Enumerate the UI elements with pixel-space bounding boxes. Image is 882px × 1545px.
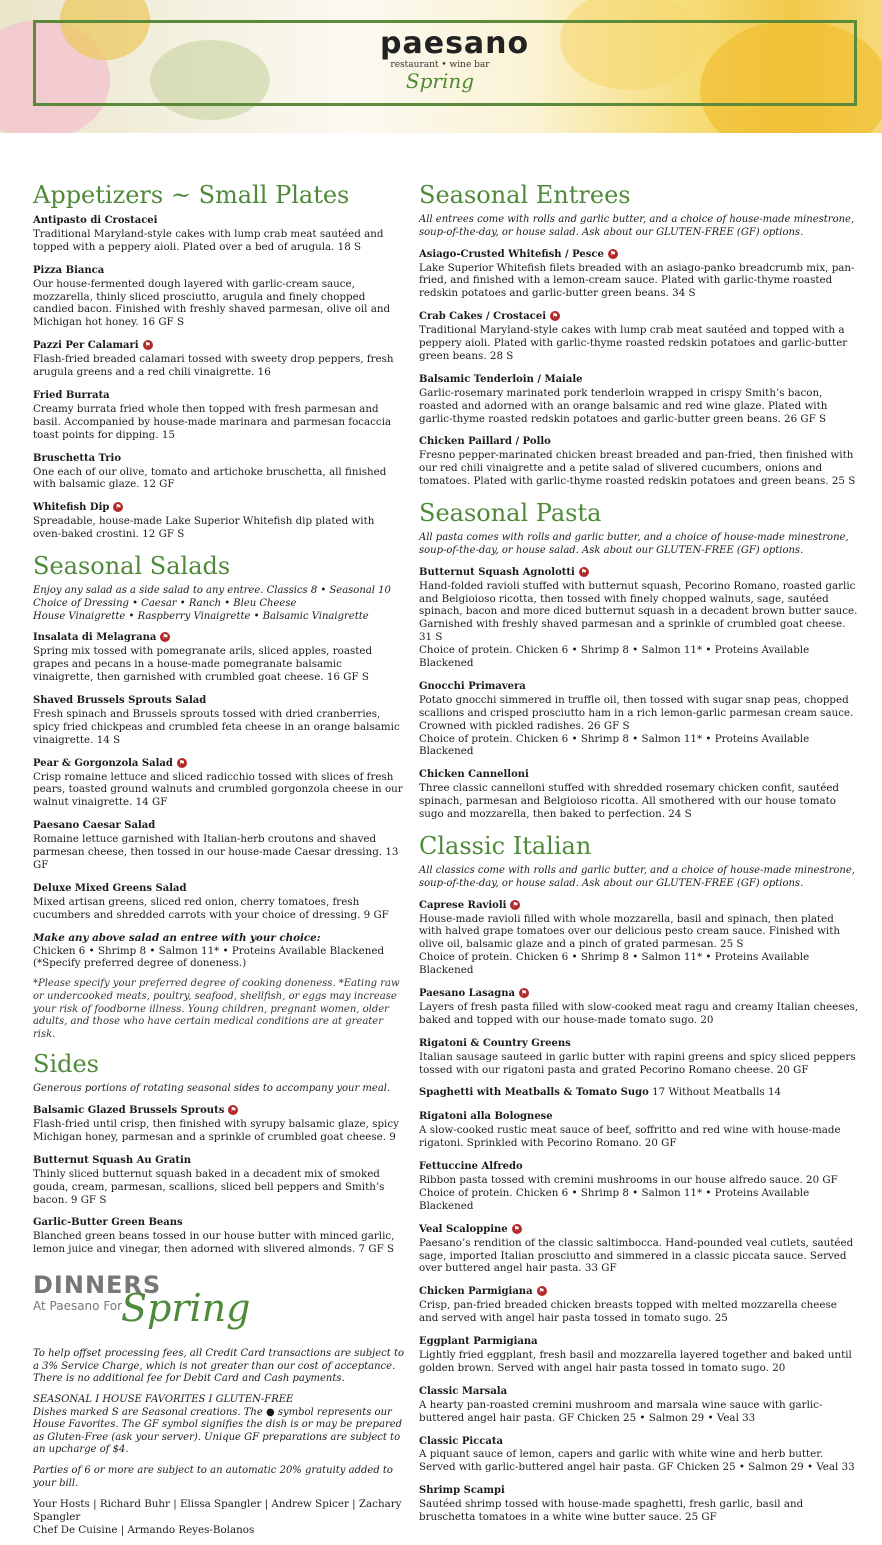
menu-item-description: Garlic-rosemary marinated pork tenderloin wrapped in crispy Smith’s bacon, roasted and adorned with an orange balsamic and red wine glaze. Plated with garlic-thyme roasted redskin potatoes and garlic-butter green beans. 26 GF S	[419, 386, 828, 425]
menu-item	[33, 501, 405, 541]
salad-entree-title: Make any above salad an entree with your choice:	[33, 931, 321, 944]
menu-item-name: Chicken Paillard / Pollo	[419, 436, 551, 448]
menu-item	[419, 248, 859, 301]
menu-item-name: Antipasto di Crostacei	[33, 215, 158, 226]
menu-item-name: Crab Cakes / Crostacei	[419, 311, 547, 323]
gratuity-note: Parties of 6 or more are subject to an automatic 20% gratuity added to your bill.	[33, 1464, 393, 1489]
appetizers-section	[33, 180, 405, 541]
menu-item-name: Rigatoni & Country Greens	[419, 1037, 571, 1049]
menu-item-name: Butternut Squash Au Gratin	[33, 1154, 192, 1166]
menu-item-name: Pizza Bianca	[33, 264, 105, 276]
pasta-section	[419, 498, 859, 821]
entrees-section	[419, 180, 859, 488]
house-favorite-icon: ⚑	[538, 1287, 545, 1296]
menu-item-name: Shaved Brussels Sprouts Salad	[33, 695, 207, 707]
menu-item	[419, 1086, 859, 1100]
brand-name: paesano	[380, 26, 530, 61]
menu-item	[419, 566, 859, 670]
menu-item-description: Our house-fermented dough layered with garlic-cream sauce, mozzarella, thinly sliced prosciutto, arugula and finely chopped candied bacon. Finished with freshly shaved parmesan, olive oil and Michigan hot honey. 16 GF S	[33, 277, 391, 329]
menu-item	[33, 214, 405, 254]
brand-season: Spring	[405, 69, 475, 93]
menu-item-description: Hand-folded ravioli stuffed with butternut squash, Pecorino Romano, roasted garlic and Belgioioso ricotta, then tossed with finely chopped walnuts, sage, sautéed spinach, bacon and more diced butternut squash in a decadent brown butter sauce. Garnished with freshly shaved parmesan and a sprinkle of crumbled goat cheese. 31 S Choice of protein. Chicken 6 • Shrimp 8 • Salmon 11* • Proteins Available Blackened	[419, 579, 858, 670]
menu-item	[33, 339, 405, 379]
menu-item	[33, 389, 405, 442]
salad-entree-note	[33, 932, 405, 971]
menu-item-name: Rigatoni alla Bolognese	[419, 1111, 553, 1123]
menu-item-name: Pear & Gorgonzola Salad	[33, 757, 173, 769]
menu-item-description: Flash-fried until crisp, then finished with syrupy balsamic glaze, spicy Michigan honey, parmesan and a sprinkle of crumbled goat cheese. 9	[33, 1118, 399, 1143]
house-favorite-icon: ⚑	[162, 633, 169, 642]
section-title: Seasonal Pasta	[419, 499, 602, 528]
section-title: Sides	[33, 1050, 99, 1079]
menu-item-description: Italian sausage sauteed in garlic butter with rapini greens and spicy sliced peppers tossed with our rigatoni pasta and grated Pecorino Romano cheese. 20 GF	[419, 1050, 856, 1076]
menu-item-name: Chicken Cannelloni	[419, 769, 529, 781]
salad-entree-text: Chicken 6 • Shrimp 8 • Salmon 11* • Proteins Available Blackened (*Specify preferred degree of doneness.)	[33, 944, 385, 970]
menu-item-name: Paesano Caesar Salad	[33, 820, 156, 832]
menu-item-name: Fettuccine Alfredo	[419, 1161, 523, 1173]
menu-item-description: Three classic cannelloni stuffed with shredded rosemary chicken confit, sautéed spinach, parmesan and Belgioioso ricotta. All smothered with our house tomato sugo and mozzarella, then baked to perfection. 24 S	[419, 782, 840, 821]
menu-item-description: Blanched green beans tossed in our house butter with minced garlic, lemon juice and vinegar, then adorned with slivered almonds. 7 GF S	[33, 1230, 395, 1256]
menu-item-description: Ribbon pasta tossed with cremini mushrooms in our house alfredo sauce. 20 GF Choice of protein. Chicken 6 • Shrimp 8 • Salmon 11* • Proteins Available Blackened	[419, 1174, 838, 1212]
menu-item	[419, 1110, 859, 1150]
menu-item	[33, 819, 405, 872]
menu-item-name: Balsamic Tenderloin / Maiale	[419, 373, 583, 385]
menu-item-name: Chicken Parmigiana	[419, 1286, 533, 1298]
house-favorite-icon: ⚑	[551, 312, 559, 321]
fees-note: To help offset processing fees, all Credit Card transactions are subject to a 3% Service Charge, which is not greater than our cost of acceptance. There is no additional fee for Debit Card and Cash payments.	[33, 1348, 405, 1385]
menu-item-name: Eggplant Parmigiana	[419, 1336, 538, 1348]
legend-heading: SEASONAL I HOUSE FAVORITES I GLUTEN-FREE	[33, 1393, 294, 1405]
chef-line: Chef De Cuisine | Armando Reyes-Bolanos	[33, 1523, 255, 1536]
menu-item-name: Balsamic Glazed Brussels Sprouts	[33, 1105, 225, 1117]
house-favorite-icon: ⚑	[230, 1106, 237, 1115]
menu-item	[419, 1285, 859, 1325]
menu-item-name: Paesano Lasagna	[419, 988, 515, 1000]
menu-item	[33, 757, 405, 810]
menu-item-description: Layers of fresh pasta filled with slow-cooked meat ragu and creamy Italian cheeses, baked and topped with our house-made tomato sugo. 20	[419, 1000, 859, 1026]
dinners-title: DINNERS	[33, 1271, 162, 1300]
legend-text: Dishes marked S are Seasonal creations. The ● symbol represents our House Favorites. The GF symbol signifies the dish is or may be prepared as Gluten-Free (ask your server). Unique GF preparations are subject to an upcharge of $4.	[33, 1406, 403, 1456]
menu-item-description: One each of our olive, tomato and artichoke bruschetta, all finished with balsamic glaze. 12 GF	[33, 465, 387, 491]
menu-item	[419, 1435, 859, 1475]
menu-item	[33, 1154, 405, 1207]
menu-item-name: Butternut Squash Agnolotti	[419, 566, 575, 578]
house-favorite-icon: ⚑	[178, 758, 185, 767]
menu-item	[33, 631, 405, 684]
house-favorite-icon: ⚑	[580, 567, 587, 576]
menu-item-name: Classic Piccata	[419, 1435, 503, 1447]
section-title: Seasonal Entrees	[419, 181, 631, 209]
salads-section	[33, 551, 405, 1041]
menu-item-description: Sautéed shrimp tossed with house-made spaghetti, fresh garlic, basil and bruschetta tomatoes in a white wine butter sauce. 25 GF	[419, 1498, 804, 1524]
menu-item	[419, 768, 859, 821]
menu-item-description: Spring mix tossed with pomegranate arils, sliced apples, roasted grapes and pecans in a house-made pomegranate balsamic vinaigrette, then garnished with crumbled goat cheese. 16 GF S	[33, 645, 373, 684]
menu-item-name: Shrimp Scampi	[419, 1485, 505, 1497]
menu-item	[419, 310, 859, 363]
menu-item-name: Deluxe Mixed Greens Salad	[33, 882, 187, 894]
section-title: Appetizers ~ Small Plates	[33, 181, 350, 209]
menu-item-description: Spreadable, house-made Lake Superior Whitefish dip plated with oven-baked crostini. 12 GF S	[33, 515, 375, 541]
menu-item-description: Romaine lettuce garnished with Italian-herb croutons and shaved parmesan cheese, then tossed in our house-made Caesar dressing. 13 GF	[33, 833, 399, 872]
menu-item	[419, 1223, 859, 1276]
section-intro: All pasta comes with rolls and garlic butter, and a choice of house-made minestrone, soup-of-the-day, or house salad. Ask about our GLUTEN-FREE (GF) options.	[419, 532, 849, 556]
menu-item	[419, 1484, 859, 1524]
right-column	[419, 180, 859, 1534]
menu-item	[419, 987, 859, 1027]
dinners-script: Spring	[121, 1286, 251, 1331]
menu-item-name: Whitefish Dip	[33, 502, 110, 514]
section-title: Classic Italian	[419, 832, 592, 860]
menu-item-name: Classic Marsala	[419, 1385, 508, 1397]
menu-item-name: Insalata di Melagrana	[33, 632, 157, 644]
hosts-line: Your Hosts | Richard Buhr | Elissa Spangler | Andrew Spicer | Zachary Spangler	[33, 1498, 402, 1524]
house-favorite-icon: ⚑	[520, 989, 528, 998]
house-favorite-icon: ⚑	[512, 900, 519, 909]
menu-item	[419, 680, 859, 758]
menu-item	[419, 1335, 859, 1375]
menu-item-description: Paesano’s rendition of the classic saltimbocca. Hand-pounded veal cutlets, sautéed sage, imported Italian prosciutto and simmered in a classic piccata sauce. Served over buttered angel hair pasta. 33 GF	[419, 1236, 854, 1275]
food-warning: *Please specify your preferred degree of cooking doneness. *Eating raw or undercooked meats, poultry, seafood, shellfish, or eggs may increase your risk of foodborne illness. Young children, pregnant women, older adults, and those who have certain medical conditions are at greater risk.	[33, 978, 400, 1040]
dinners-logo	[33, 1272, 405, 1334]
house-favorite-icon: ⚑	[115, 503, 122, 512]
menu-item-description: A slow-cooked rustic meat sauce of beef, soffritto and red wine with house-made rigatoni. Sprinkled with Pecorino Romano. 20 GF	[419, 1124, 841, 1150]
dinners-subtitle: At Paesano For	[33, 1299, 123, 1314]
classic-section	[419, 831, 859, 1524]
house-favorite-icon: ⚑	[144, 341, 151, 350]
menu-item	[33, 1104, 405, 1144]
house-favorite-icon: ⚑	[513, 1224, 520, 1233]
menu-item	[419, 373, 859, 426]
menu-item-name: Pazzi Per Calamari	[33, 340, 139, 352]
menu-item	[33, 452, 405, 492]
menu-item-description: Mixed artisan greens, sliced red onion, cherry tomatoes, fresh cucumbers and shredded carrots with your choice of dressing. 9 GF	[33, 895, 389, 921]
menu-item	[419, 1385, 859, 1425]
menu-item-name: Spaghetti with Meatballs & Tomato Sugo	[419, 1087, 649, 1099]
menu-item	[419, 1160, 859, 1213]
menu-item-description: A hearty pan-roasted cremini mushroom and marsala wine sauce with garlic-buttered angel hair pasta. GF Chicken 25 • Salmon 29 • Veal 33	[419, 1398, 823, 1424]
menu-item-description: Lightly fried eggplant, fresh basil and mozzarella layered together and baked until golden brown. Served with angel hair pasta tossed in tomato sugo. 20	[419, 1348, 852, 1374]
section-intro: All classics come with rolls and garlic butter, and a choice of house-made minestrone, soup-of-the-day, or house salad. Ask about our GLUTEN-FREE (GF) options.	[419, 865, 855, 889]
logo	[380, 26, 530, 93]
section-title: Seasonal Salads	[33, 552, 231, 581]
menu-item-name: Bruschetta Trio	[33, 452, 121, 464]
menu-item-description: Traditional Maryland-style cakes with lump crab meat sautéed and topped with a peppery aioli. Plated over a bed of arugula. 18 S	[33, 227, 384, 253]
menu-item	[33, 882, 405, 922]
menu-item-name: Fried Burrata	[33, 389, 110, 401]
menu-item-description: Thinly sliced butternut squash baked in a decadent mix of smoked gouda, cream, parmesan, scallions, sliced bell peppers and Smith’s bacon. 9 GF S	[33, 1167, 385, 1206]
brand-tagline: restaurant • wine bar	[390, 60, 490, 70]
menu-item-name: Veal Scaloppine	[419, 1223, 508, 1235]
menu-item-description: House-made ravioli filled with whole mozzarella, basil and spinach, then plated with halved grape tomatoes over our delicious pesto cream sauce. Finished with olive oil, balsamic glaze and a pinch of grated parmesan. 25 S Choice of protein. Chicken 6 • Shrimp 8 • Salmon 11* • Proteins Available Blackened	[419, 912, 840, 977]
menu-item-description: Traditional Maryland-style cakes with lump crab meat sautéed and topped with a peppery aioli. Plated with garlic-thyme roasted redskin potatoes and garlic-butter green beans. 28 S	[419, 324, 848, 362]
menu-item-description: Lake Superior Whitefish filets breaded with an asiago-panko breadcrumb mix, pan-fried, and finished with a lemon-cream sauce. Plated with garlic-thyme roasted redskin potatoes and garlic-butter green beans. 34 S	[419, 261, 855, 300]
menu-item	[419, 1037, 859, 1077]
house-favorite-icon: ⚑	[609, 249, 616, 258]
menu-item-description: Potato gnocchi simmered in truffle oil, then tossed with sugar snap peas, chopped scallions and crisped prosciutto ham in a rich lemon-garlic parmesan cream sauce. Crowned with pickled radishes. 26 GF S Choice of protein. Chicken 6 • Shrimp 8 • Salmon 11* • Proteins Available Blackened	[419, 693, 854, 758]
menu-item	[33, 694, 405, 747]
menu-item	[419, 435, 859, 488]
menu-item-description: Fresh spinach and Brussels sprouts tossed with dried cranberries, spicy fried chickpeas and crumbled feta cheese in an orange balsamic vinaigrette. 14 S	[33, 707, 400, 746]
menu-item	[33, 1216, 405, 1256]
menu-item-description: Flash-fried breaded calamari tossed with sweety drop peppers, fresh arugula greens and a red chili vinaigrette. 16	[33, 353, 394, 379]
left-column	[33, 180, 405, 1545]
sides-section	[33, 1049, 405, 1256]
menu-item-price: 17 Without Meatballs 14	[648, 1086, 782, 1099]
section-intro: Generous portions of rotating seasonal sides to accompany your meal.	[33, 1083, 391, 1095]
menu-item-description: Fresno pepper-marinated chicken breast breaded and pan-fried, then finished with our red chili vinaigrette and a petite salad of slivered cucumbers, onions and tomatoes. Plated with garlic-thyme roasted redskin potatoes and green beans. 25 S	[419, 449, 856, 488]
section-intro: All entrees come with rolls and garlic butter, and a choice of house-made minestrone, soup-of-the-day, or house salad. Ask about our GLUTEN-FREE (GF) options.	[419, 214, 855, 238]
header-banner	[0, 0, 882, 133]
menu-item-name: Garlic-Butter Green Beans	[33, 1217, 183, 1229]
menu-item-description: A piquant sauce of lemon, capers and garlic with white wine and herb butter. Served with garlic-buttered angel hair pasta. GF Chicken 25 • Salmon 29 • Veal 33	[419, 1448, 855, 1474]
menu-item-name: Asiago-Crusted Whitefish / Pesce	[419, 248, 604, 260]
menu-item-name: Caprese Ravioli	[419, 899, 507, 911]
menu-item-description: Crisp, pan-fried breaded chicken breasts topped with melted mozzarella cheese and served with angel hair pasta tossed in tomato sugo. 25	[419, 1299, 837, 1325]
menu-item-description: Creamy burrata fried whole then topped with fresh parmesan and basil. Accompanied by house-made marinara and parmesan focaccia toast points for dipping. 15	[33, 402, 392, 441]
menu-item-name: Gnocchi Primavera	[419, 680, 526, 692]
section-intro: Enjoy any salad as a side salad to any entree. Classics 8 • Seasonal 10 Choice of Dressing • Caesar • Ranch • Bleu Cheese House Vinaigrette • Raspberry Vinaigrette • Balsamic Vinaigrette	[33, 585, 391, 622]
menu-item	[33, 264, 405, 330]
menu-item-description: Crisp romaine lettuce and sliced radicchio tossed with slices of fresh pears, toasted ground walnuts and crumbled gorgonzola cheese in our walnut vinaigrette. 14 GF	[33, 770, 403, 809]
menu-item	[419, 899, 859, 977]
